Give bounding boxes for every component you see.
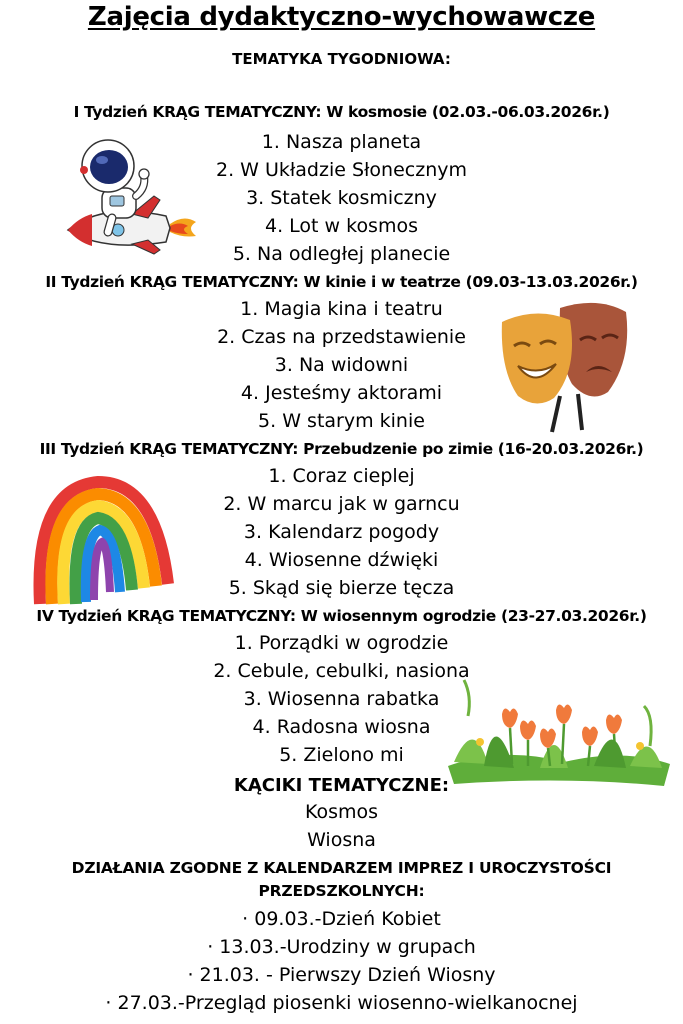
week-1-item-2: 2. W Układzie Słonecznym	[215, 159, 468, 181]
week-3-item-3: 3. Kalendarz pogody	[243, 521, 440, 543]
week-2-heading: II Tydzień KRĄG TEMATYCZNY: W kinie i w teatrze (09.03-13.03.2026r.)	[45, 273, 638, 291]
week-4-heading: IV Tydzień KRĄG TEMATYCZNY: W wiosennym ogrodzie (23-27.03.2026r.)	[36, 607, 647, 625]
events-heading-line-1: DZIAŁANIA ZGODNE Z KALENDARZEM IMPREZ I UROCZYSTOŚCI	[71, 859, 612, 877]
week-1-heading: I Tydzień KRĄG TEMATYCZNY: W kosmosie (02.03.-06.03.2026r.)	[73, 103, 610, 121]
theatre-masks-icon	[498, 300, 634, 435]
tulips-flowers-icon	[444, 676, 672, 788]
week-3-item-1: 1. Coraz cieplej	[268, 465, 415, 487]
week-4-item-1: 1. Porządki w ogrodzie	[234, 632, 449, 654]
weekly-topics-heading: TEMATYKA TYGODNIOWA:	[232, 50, 451, 68]
week-2-item-2: 2. Czas na przedstawienie	[217, 326, 466, 348]
week-4-item-2: 2. Cebule, cebulki, nasiona	[213, 660, 470, 682]
week-1-item-4: 4. Lot w kosmos	[265, 215, 418, 237]
week-4-item-4: 4. Radosna wiosna	[252, 716, 431, 738]
week-4-item-5: 5. Zielono mi	[279, 744, 404, 766]
week-1-item-3: 3. Statek kosmiczny	[246, 187, 437, 209]
week-3-heading: III Tydzień KRĄG TEMATYCZNY: Przebudzenie po zimie (16-20.03.2026r.)	[39, 440, 644, 458]
page-title: Zajęcia dydaktyczno-wychowawcze	[87, 2, 596, 32]
week-1-item-5: 5. Na odległej planecie	[232, 243, 451, 265]
week-2-item-5: 5. W starym kinie	[258, 410, 425, 432]
corners-heading: KĄCIKI TEMATYCZNE:	[233, 775, 450, 796]
week-3-item-5: 5. Skąd się bierze tęcza	[228, 577, 455, 599]
corner-item-1: Kosmos	[304, 801, 379, 823]
week-2-item-1: 1. Magia kina i teatru	[240, 298, 443, 320]
events-heading-line-2: PRZEDSZKOLNYCH:	[258, 882, 425, 900]
week-4-item-3: 3. Wiosenna rabatka	[243, 688, 440, 710]
rainbow-icon	[28, 468, 176, 608]
corner-item-2: Wiosna	[307, 829, 376, 851]
week-2-item-3: 3. Na widowni	[274, 354, 409, 376]
week-2-item-4: 4. Jesteśmy aktorami	[240, 382, 443, 404]
week-3-item-4: 4. Wiosenne dźwięki	[244, 549, 439, 571]
event-item-1: · 09.03.-Dzień Kobiet	[242, 908, 441, 930]
event-item-4: · 27.03.-Przegląd piosenki wiosenno-wielkanocnej	[105, 992, 578, 1014]
event-item-3: · 21.03. - Pierwszy Dzień Wiosny	[187, 964, 496, 986]
week-3-item-2: 2. W marcu jak w garncu	[223, 493, 460, 515]
event-item-2: · 13.03.-Urodziny w grupach	[207, 936, 476, 958]
astronaut-rocket-icon	[62, 136, 202, 256]
week-1-item-1: 1. Nasza planeta	[261, 131, 422, 153]
